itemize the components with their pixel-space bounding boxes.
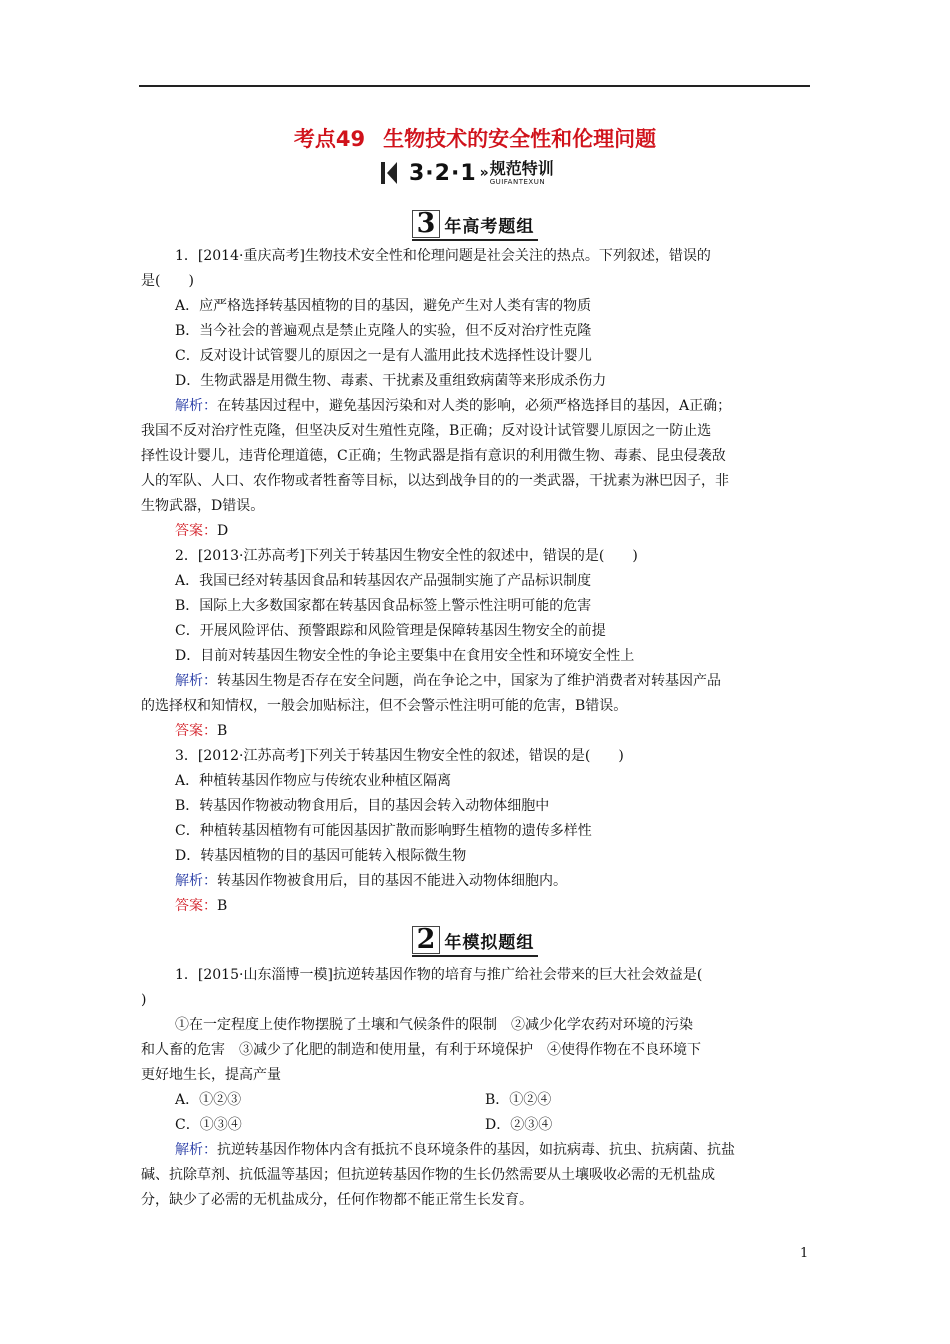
explanation-label: 解析： (175, 1142, 217, 1158)
logo-digits: 3·2·1 (409, 160, 477, 186)
section-header-gaokao (0, 210, 950, 241)
question-stem: 3．[2012·江苏高考]下列关于转基因生物安全性的叙述，错误的是( ) (175, 748, 624, 764)
option-a: A．种植转基因作物应与传统农业种植区隔离 (175, 773, 452, 789)
explanation-text: 择性设计婴儿，违背伦理道德，C正确；生物武器是指有意识的利用微生物、毒素、昆虫侵袭敌 (141, 448, 726, 464)
option-b: B．转基因作物被动物食用后，目的基因会转入动物体细胞中 (175, 798, 550, 814)
statement-line: 和人畜的危害 ③减少了化肥的制造和使用量，有利于环境保护 ④使得作物在不良环境下 (141, 1042, 701, 1058)
option-b: B．①②④ (485, 1092, 552, 1108)
explanation-text: 人的军队、人口、农作物或者牲畜等目标，以达到战争目的的一类武器，干扰素为淋巴因子，非 (141, 473, 729, 489)
title-number: 考点49 (293, 127, 366, 151)
option-a: A．我国已经对转基因食品和转基因农产品强制实施了产品标识制度 (175, 573, 592, 589)
option-c: C．种植转基因植物有可能因基因扩散而影响野生植物的遗传多样性 (175, 823, 592, 839)
option-c: C．①③④ (175, 1117, 242, 1133)
explanation-text: 分，缺少了必需的无机盐成分，任何作物都不能正常生长发育。 (141, 1192, 533, 1208)
logo-mark-icon (381, 162, 407, 184)
answer-value: B (217, 723, 228, 739)
option-b: B．国际上大多数国家都在转基因食品标签上警示性注明可能的危害 (175, 598, 592, 614)
logo-en: GUIFANTEXUN (489, 177, 546, 186)
option-d: D．生物武器是用微生物、毒素、干扰素及重组致病菌等来形成杀伤力 (175, 373, 607, 389)
explanation-text: 转基因作物被食用后，目的基因不能进入动物体细胞内。 (217, 873, 567, 889)
answer-line (175, 896, 227, 916)
explanation-label: 解析： (175, 673, 217, 689)
page-number: 1 (800, 1246, 809, 1261)
option-b: B．当今社会的普遍观点是禁止克隆人的实验，但不反对治疗性克隆 (175, 323, 592, 339)
question-stem: 是( ) (141, 273, 194, 289)
explanation-text: 生物武器，D错误。 (141, 498, 265, 514)
explanation-text: 的选择权和知情权，一般会加贴标注，但不会警示性注明可能的危害，B错误。 (141, 698, 628, 714)
explanation-text: 在转基因过程中，避免基因污染和对人类的影响，必须严格选择目的基因，A正确； (217, 398, 732, 414)
answer-value: B (217, 898, 228, 914)
explanation-line (175, 1140, 735, 1160)
statement-line: ①在一定程度上使作物摆脱了土壤和气候条件的限制 ②减少化学农药对环境的污染 (175, 1017, 693, 1033)
explanation-label: 解析： (175, 873, 217, 889)
explanation-label: 解析： (175, 398, 217, 414)
series-logo (381, 159, 554, 187)
top-rule (139, 85, 810, 87)
explanation-text: 抗逆转基因作物体内含有抵抗不良环境条件的基因，如抗病毒、抗虫、抗病菌、抗盐 (217, 1142, 735, 1158)
option-c: C．开展风险评估、预警跟踪和风险管理是保障转基因生物安全的前提 (175, 623, 606, 639)
logo-arrow-icon: » (479, 165, 489, 181)
page-title (0, 123, 950, 153)
statement-line: 更好地生长，提高产量 (141, 1067, 281, 1083)
answer-line (175, 521, 228, 541)
explanation-line (175, 671, 721, 691)
option-a: A．应严格选择转基因植物的目的基因，避免产生对人类有害的物质 (175, 298, 592, 314)
question-stem: ) (141, 992, 147, 1008)
section-number: 3 (412, 210, 441, 238)
answer-label: 答案： (175, 898, 217, 914)
explanation-text: 我国不反对治疗性克隆，但坚决反对生殖性克隆，B正确；反对设计试管婴儿原因之一防止选 (141, 423, 712, 439)
section-label: 年高考题组 (444, 217, 535, 237)
option-c: C．反对设计试管婴儿的原因之一是有人滥用此技术选择性设计婴儿 (175, 348, 592, 364)
section-number: 2 (412, 926, 441, 954)
question-stem: 1．[2014·重庆高考]生物技术安全性和伦理问题是社会关注的热点。下列叙述，错误的 (175, 248, 711, 264)
option-d: D．目前对转基因生物安全性的争论主要集中在食用安全性和环境安全性上 (175, 648, 635, 664)
logo-cn: 规范特训 (489, 158, 554, 178)
title-text: 生物技术的安全性和伦理问题 (383, 127, 657, 151)
section-label: 年模拟题组 (444, 933, 535, 953)
question-stem: 1．[2015·山东淄博一模]抗逆转基因作物的培育与推广给社会带来的巨大社会效益是( (175, 967, 703, 983)
option-a: A．①②③ (175, 1092, 242, 1108)
question-stem: 2．[2013·江苏高考]下列关于转基因生物安全性的叙述中，错误的是( ) (175, 548, 638, 564)
section-header-moni (0, 926, 950, 957)
option-d: D．转基因植物的目的基因可能转入根际微生物 (175, 848, 467, 864)
answer-line (175, 721, 227, 741)
explanation-line (175, 396, 731, 416)
answer-label: 答案： (175, 723, 217, 739)
option-d: D．②③④ (485, 1117, 553, 1133)
explanation-text: 转基因生物是否存在安全问题，尚在争论之中，国家为了维护消费者对转基因产品 (217, 673, 721, 689)
explanation-text: 碱、抗除草剂、抗低温等基因；但抗逆转基因作物的生长仍然需要从土壤吸收必需的无机盐成 (141, 1167, 715, 1183)
explanation-line (175, 871, 567, 891)
answer-label: 答案： (175, 523, 217, 539)
answer-value: D (217, 523, 229, 539)
